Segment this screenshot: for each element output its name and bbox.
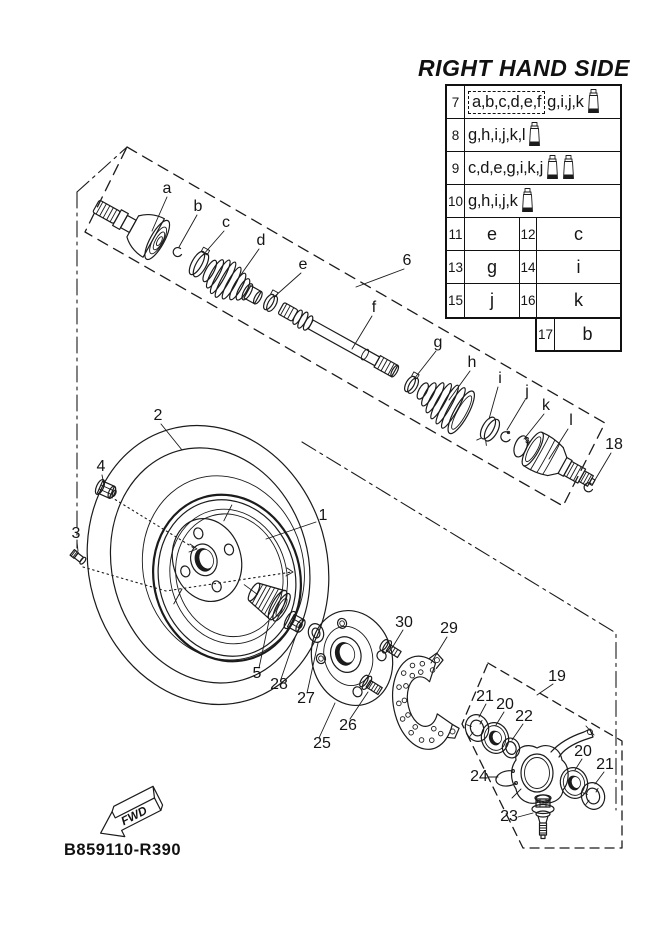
drawing-code: B859110-R390	[64, 841, 182, 859]
fwd-text: FWD	[118, 803, 150, 829]
row-letters: c,d,e,g,i,k,j	[468, 158, 543, 177]
table-row-17	[535, 317, 622, 352]
row-number: 15	[447, 284, 465, 317]
row-letter: k	[574, 290, 583, 310]
cap-5	[243, 576, 294, 624]
grease-tube-icon	[528, 122, 541, 148]
label-2: 2	[153, 407, 163, 424]
bolt-30	[378, 637, 403, 660]
label-28: 28	[270, 676, 288, 693]
row-number: 7	[447, 86, 465, 118]
label-6: 6	[402, 252, 412, 269]
label-21-right: 21	[596, 756, 614, 773]
label-5: 5	[252, 665, 262, 682]
label-g: g	[433, 334, 443, 351]
grease-tube-icon	[546, 155, 559, 181]
hub-25	[300, 601, 403, 715]
label-k: k	[542, 397, 550, 414]
grease-tube-icon	[562, 155, 575, 181]
label-l: l	[569, 412, 573, 429]
label-4: 4	[96, 458, 106, 475]
table-row-15-16	[447, 284, 620, 317]
circlip-24	[496, 770, 518, 787]
table-row-7	[447, 86, 620, 119]
row-letter: e	[486, 223, 497, 244]
row-number: 17	[537, 319, 555, 350]
label-b: b	[193, 198, 203, 215]
ball-joint-23	[532, 795, 554, 839]
fwd-arrow-icon	[92, 786, 167, 845]
label-22: 22	[515, 708, 533, 725]
label-c: c	[222, 214, 230, 231]
row-number: 16	[519, 284, 537, 317]
row-letter: b	[582, 324, 593, 344]
label-20-left: 20	[496, 696, 514, 713]
label-18: 18	[605, 436, 623, 453]
row-letter: i	[576, 256, 581, 277]
row-number: 9	[447, 152, 465, 184]
row-letter: g	[486, 256, 497, 277]
grease-tube-icon	[521, 188, 534, 214]
row-letters: g,h,i,j,k	[468, 191, 518, 210]
label-a: a	[162, 180, 172, 197]
row-letter: j	[490, 290, 494, 310]
spacer-22	[500, 736, 522, 760]
part-i-boot-clamp	[475, 415, 502, 447]
table-row-13-14	[447, 251, 620, 284]
part-a-cv-joint-inner	[85, 187, 174, 263]
table-row-9	[447, 152, 620, 185]
part-j-clip	[501, 431, 510, 441]
table-row-10	[447, 185, 620, 218]
valve-stem-3	[70, 549, 87, 565]
part-g-boot-clamp-small	[402, 371, 422, 395]
row-letter: c	[574, 223, 583, 244]
label-f: f	[371, 299, 377, 316]
disc-guard-29	[386, 651, 462, 754]
label-d: d	[256, 232, 266, 249]
part-h-cv-boot	[408, 368, 479, 437]
part-b-clip	[173, 248, 181, 257]
boxed-letters: a,b,c,d,e,f	[468, 91, 545, 114]
label-30: 30	[395, 614, 413, 631]
label-20-right: 20	[574, 743, 592, 760]
row-number: 8	[447, 119, 465, 151]
label-h: h	[467, 354, 477, 371]
row-letters: g,i,j,k	[547, 92, 584, 111]
label-24: 24	[470, 768, 488, 785]
row-number: 12	[519, 218, 537, 250]
row-letters: g,h,i,j,k,l	[468, 125, 526, 144]
dotted-leader-lines	[83, 497, 293, 591]
label-e: e	[298, 256, 308, 273]
label-19: 19	[548, 668, 566, 685]
label-26: 26	[339, 717, 357, 734]
label-i: i	[498, 370, 502, 387]
row-number: 10	[447, 185, 465, 217]
label-21-left: 21	[476, 688, 494, 705]
rim-1	[134, 477, 321, 679]
label-27: 27	[297, 690, 315, 707]
row-number: 13	[447, 251, 465, 283]
part-f-axle-shaft	[277, 300, 402, 380]
row-number: 11	[447, 218, 465, 250]
label-29: 29	[440, 620, 458, 637]
label-j: j	[525, 383, 529, 400]
part-l-cv-joint-outer	[518, 429, 603, 500]
label-23: 23	[500, 808, 518, 825]
table-row-8	[447, 119, 620, 152]
row-number: 14	[519, 251, 537, 283]
reference-table	[445, 84, 622, 319]
grease-tube-icon	[587, 89, 600, 115]
label-3: 3	[71, 525, 81, 542]
label-1: 1	[318, 507, 328, 524]
part-c-boot-clamp	[186, 246, 213, 279]
page-title: RIGHT HAND SIDE	[418, 55, 630, 81]
label-25: 25	[313, 735, 331, 752]
table-row-11-12	[447, 218, 620, 251]
